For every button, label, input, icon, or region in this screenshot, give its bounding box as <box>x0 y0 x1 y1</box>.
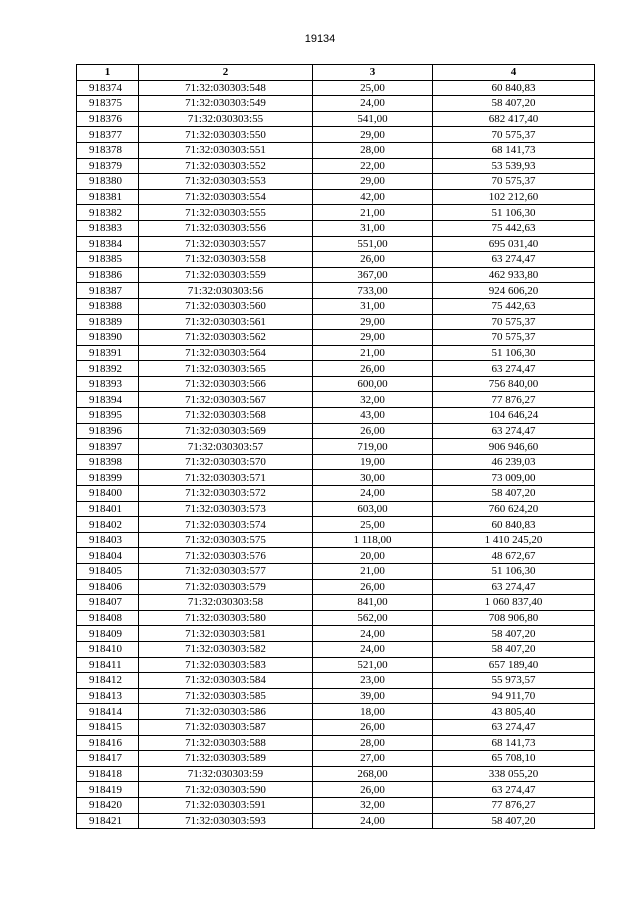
table-cell: 71:32:030303:554 <box>139 189 313 205</box>
table-cell: 43 805,40 <box>433 704 595 720</box>
table-cell: 918401 <box>77 501 139 517</box>
table-cell: 26,00 <box>313 579 433 595</box>
table-cell: 1 410 245,20 <box>433 532 595 548</box>
table-cell: 60 840,83 <box>433 80 595 96</box>
table-cell: 71:32:030303:568 <box>139 408 313 424</box>
table-cell: 71:32:030303:593 <box>139 813 313 829</box>
table-cell: 918398 <box>77 454 139 470</box>
table-cell: 71:32:030303:583 <box>139 657 313 673</box>
table-cell: 71:32:030303:59 <box>139 766 313 782</box>
table-cell: 43,00 <box>313 408 433 424</box>
table-cell: 551,00 <box>313 236 433 252</box>
table-row <box>77 486 595 502</box>
page-number: 19134 <box>304 33 336 45</box>
table-cell: 918400 <box>77 486 139 502</box>
table-cell: 918389 <box>77 314 139 330</box>
table-cell: 39,00 <box>313 688 433 704</box>
table-cell: 71:32:030303:580 <box>139 610 313 626</box>
table-cell: 71:32:030303:561 <box>139 314 313 330</box>
table-cell: 42,00 <box>313 189 433 205</box>
table-cell: 918406 <box>77 579 139 595</box>
table-cell: 22,00 <box>313 158 433 174</box>
table-cell: 268,00 <box>313 766 433 782</box>
table-cell: 104 646,24 <box>433 408 595 424</box>
table-cell: 338 055,20 <box>433 766 595 782</box>
table-cell: 918387 <box>77 283 139 299</box>
table-cell: 21,00 <box>313 205 433 221</box>
table-cell: 918388 <box>77 298 139 314</box>
table-cell: 25,00 <box>313 80 433 96</box>
table-row <box>77 142 595 158</box>
table-cell: 719,00 <box>313 439 433 455</box>
table-cell: 71:32:030303:560 <box>139 298 313 314</box>
table-row <box>77 657 595 673</box>
table-row <box>77 719 595 735</box>
table-cell: 562,00 <box>313 610 433 626</box>
table-cell: 918393 <box>77 376 139 392</box>
column-header: 4 <box>433 65 595 81</box>
table-cell: 918407 <box>77 595 139 611</box>
table-row <box>77 595 595 611</box>
table-cell: 71:32:030303:570 <box>139 454 313 470</box>
table-cell: 918392 <box>77 361 139 377</box>
table-cell: 1 118,00 <box>313 532 433 548</box>
table-cell: 71:32:030303:562 <box>139 330 313 346</box>
table-cell: 19,00 <box>313 454 433 470</box>
table-cell: 918419 <box>77 782 139 798</box>
table-cell: 71:32:030303:553 <box>139 174 313 190</box>
table-cell: 63 274,47 <box>433 579 595 595</box>
table-cell: 71:32:030303:584 <box>139 673 313 689</box>
table-row <box>77 532 595 548</box>
table-cell: 21,00 <box>313 564 433 580</box>
table-cell: 918412 <box>77 673 139 689</box>
table-cell: 68 141,73 <box>433 142 595 158</box>
table-cell: 733,00 <box>313 283 433 299</box>
table-cell: 918378 <box>77 142 139 158</box>
table-cell: 32,00 <box>313 392 433 408</box>
table-cell: 71:32:030303:577 <box>139 564 313 580</box>
table-row <box>77 111 595 127</box>
table-cell: 32,00 <box>313 797 433 813</box>
table-cell: 58 407,20 <box>433 96 595 112</box>
table-cell: 918394 <box>77 392 139 408</box>
table-cell: 58 407,20 <box>433 813 595 829</box>
table-row <box>77 782 595 798</box>
table-cell: 77 876,27 <box>433 797 595 813</box>
table-row <box>77 283 595 299</box>
table-cell: 695 031,40 <box>433 236 595 252</box>
table-cell: 71:32:030303:556 <box>139 220 313 236</box>
table-cell: 918374 <box>77 80 139 96</box>
table-row <box>77 641 595 657</box>
table-cell: 71:32:030303:573 <box>139 501 313 517</box>
table-row <box>77 96 595 112</box>
table-cell: 918409 <box>77 626 139 642</box>
table-cell: 31,00 <box>313 298 433 314</box>
table-cell: 46 239,03 <box>433 454 595 470</box>
table-row <box>77 345 595 361</box>
table-cell: 29,00 <box>313 330 433 346</box>
table-row <box>77 392 595 408</box>
table-row <box>77 127 595 143</box>
table-cell: 75 442,63 <box>433 298 595 314</box>
table-cell: 918410 <box>77 641 139 657</box>
table-row <box>77 158 595 174</box>
table-cell: 26,00 <box>313 782 433 798</box>
table-cell: 918391 <box>77 345 139 361</box>
table-cell: 71:32:030303:56 <box>139 283 313 299</box>
table-row <box>77 610 595 626</box>
table-cell: 71:32:030303:575 <box>139 532 313 548</box>
table-row <box>77 454 595 470</box>
table-cell: 71:32:030303:591 <box>139 797 313 813</box>
table-cell: 31,00 <box>313 220 433 236</box>
table-cell: 70 575,37 <box>433 174 595 190</box>
table-cell: 918377 <box>77 127 139 143</box>
table-cell: 58 407,20 <box>433 641 595 657</box>
table-cell: 26,00 <box>313 423 433 439</box>
table-row <box>77 766 595 782</box>
table-cell: 918420 <box>77 797 139 813</box>
table-cell: 71:32:030303:558 <box>139 252 313 268</box>
table-cell: 71:32:030303:57 <box>139 439 313 455</box>
table-cell: 760 624,20 <box>433 501 595 517</box>
table-cell: 71:32:030303:579 <box>139 579 313 595</box>
table-cell: 918379 <box>77 158 139 174</box>
table-cell: 918418 <box>77 766 139 782</box>
table-cell: 918404 <box>77 548 139 564</box>
table-cell: 918416 <box>77 735 139 751</box>
table-cell: 24,00 <box>313 486 433 502</box>
table-cell: 53 539,93 <box>433 158 595 174</box>
table-row <box>77 517 595 533</box>
table-cell: 94 911,70 <box>433 688 595 704</box>
table-cell: 918376 <box>77 111 139 127</box>
cadastral-table <box>76 64 595 829</box>
table-cell: 30,00 <box>313 470 433 486</box>
table-cell: 24,00 <box>313 626 433 642</box>
table-cell: 918397 <box>77 439 139 455</box>
table-row <box>77 220 595 236</box>
table-cell: 70 575,37 <box>433 314 595 330</box>
table-cell: 102 212,60 <box>433 189 595 205</box>
table-cell: 29,00 <box>313 174 433 190</box>
table-row <box>77 439 595 455</box>
table-cell: 71:32:030303:582 <box>139 641 313 657</box>
table-cell: 71:32:030303:552 <box>139 158 313 174</box>
table-cell: 26,00 <box>313 361 433 377</box>
table-row <box>77 330 595 346</box>
table-row <box>77 314 595 330</box>
table-row <box>77 361 595 377</box>
table-row <box>77 813 595 829</box>
table-cell: 918390 <box>77 330 139 346</box>
table-cell: 462 933,80 <box>433 267 595 283</box>
table-cell: 918382 <box>77 205 139 221</box>
table-cell: 367,00 <box>313 267 433 283</box>
table-cell: 63 274,47 <box>433 719 595 735</box>
table-cell: 708 906,80 <box>433 610 595 626</box>
table-cell: 918399 <box>77 470 139 486</box>
table-cell: 63 274,47 <box>433 361 595 377</box>
table-cell: 657 189,40 <box>433 657 595 673</box>
table-cell: 918396 <box>77 423 139 439</box>
table-cell: 918413 <box>77 688 139 704</box>
table-cell: 24,00 <box>313 641 433 657</box>
table-cell: 65 708,10 <box>433 751 595 767</box>
table-row <box>77 751 595 767</box>
table-cell: 29,00 <box>313 314 433 330</box>
table-cell: 71:32:030303:566 <box>139 376 313 392</box>
table-row <box>77 704 595 720</box>
table-cell: 918408 <box>77 610 139 626</box>
table-cell: 60 840,83 <box>433 517 595 533</box>
table-cell: 71:32:030303:585 <box>139 688 313 704</box>
table-row <box>77 673 595 689</box>
table-cell: 906 946,60 <box>433 439 595 455</box>
table-cell: 918403 <box>77 532 139 548</box>
table-cell: 71:32:030303:58 <box>139 595 313 611</box>
table-cell: 70 575,37 <box>433 127 595 143</box>
table-cell: 27,00 <box>313 751 433 767</box>
table-row <box>77 579 595 595</box>
table-row <box>77 688 595 704</box>
table-cell: 918386 <box>77 267 139 283</box>
table-cell: 918384 <box>77 236 139 252</box>
table-cell: 28,00 <box>313 142 433 158</box>
table-cell: 25,00 <box>313 517 433 533</box>
table-cell: 68 141,73 <box>433 735 595 751</box>
table-cell: 71:32:030303:576 <box>139 548 313 564</box>
table-header-row <box>77 65 595 81</box>
table-row <box>77 470 595 486</box>
table-cell: 918405 <box>77 564 139 580</box>
table-row <box>77 298 595 314</box>
table-cell: 58 407,20 <box>433 626 595 642</box>
table-cell: 71:32:030303:588 <box>139 735 313 751</box>
table-row <box>77 408 595 424</box>
column-header: 3 <box>313 65 433 81</box>
table-cell: 26,00 <box>313 252 433 268</box>
table-row <box>77 236 595 252</box>
table-cell: 841,00 <box>313 595 433 611</box>
table-cell: 71:32:030303:581 <box>139 626 313 642</box>
table-cell: 918383 <box>77 220 139 236</box>
table-row <box>77 423 595 439</box>
table-cell: 70 575,37 <box>433 330 595 346</box>
table-cell: 918375 <box>77 96 139 112</box>
table-row <box>77 80 595 96</box>
table-cell: 71:32:030303:565 <box>139 361 313 377</box>
table-row <box>77 174 595 190</box>
table-cell: 51 106,30 <box>433 345 595 361</box>
table-cell: 71:32:030303:555 <box>139 205 313 221</box>
table-cell: 18,00 <box>313 704 433 720</box>
table-cell: 756 840,00 <box>433 376 595 392</box>
table-row <box>77 252 595 268</box>
table-cell: 63 274,47 <box>433 782 595 798</box>
table-cell: 55 973,57 <box>433 673 595 689</box>
table-cell: 918421 <box>77 813 139 829</box>
table-cell: 73 009,00 <box>433 470 595 486</box>
table-cell: 918380 <box>77 174 139 190</box>
table-cell: 682 417,40 <box>433 111 595 127</box>
table-cell: 918414 <box>77 704 139 720</box>
table-cell: 600,00 <box>313 376 433 392</box>
table-row <box>77 797 595 813</box>
table-cell: 51 106,30 <box>433 205 595 221</box>
column-header: 1 <box>77 65 139 81</box>
table-row <box>77 501 595 517</box>
table-cell: 71:32:030303:589 <box>139 751 313 767</box>
table-cell: 1 060 837,40 <box>433 595 595 611</box>
table-row <box>77 735 595 751</box>
table-cell: 71:32:030303:557 <box>139 236 313 252</box>
table-cell: 918402 <box>77 517 139 533</box>
table-cell: 23,00 <box>313 673 433 689</box>
table-cell: 918395 <box>77 408 139 424</box>
table-body <box>77 80 595 829</box>
table-row <box>77 267 595 283</box>
table-cell: 924 606,20 <box>433 283 595 299</box>
table-cell: 918411 <box>77 657 139 673</box>
table-cell: 918385 <box>77 252 139 268</box>
table-cell: 51 106,30 <box>433 564 595 580</box>
table-cell: 521,00 <box>313 657 433 673</box>
table-cell: 918417 <box>77 751 139 767</box>
table-cell: 918415 <box>77 719 139 735</box>
table-cell: 603,00 <box>313 501 433 517</box>
table-cell: 63 274,47 <box>433 252 595 268</box>
table-cell: 26,00 <box>313 719 433 735</box>
table-row <box>77 626 595 642</box>
table-cell: 918381 <box>77 189 139 205</box>
table-cell: 71:32:030303:567 <box>139 392 313 408</box>
table-cell: 77 876,27 <box>433 392 595 408</box>
table-cell: 24,00 <box>313 813 433 829</box>
table-cell: 71:32:030303:564 <box>139 345 313 361</box>
table-cell: 71:32:030303:587 <box>139 719 313 735</box>
table-row <box>77 189 595 205</box>
column-header: 2 <box>139 65 313 81</box>
table-cell: 71:32:030303:574 <box>139 517 313 533</box>
table-cell: 71:32:030303:549 <box>139 96 313 112</box>
table-cell: 541,00 <box>313 111 433 127</box>
table-row <box>77 564 595 580</box>
table-cell: 71:32:030303:559 <box>139 267 313 283</box>
table-row <box>77 548 595 564</box>
table-cell: 48 672,67 <box>433 548 595 564</box>
table-cell: 71:32:030303:551 <box>139 142 313 158</box>
table-cell: 29,00 <box>313 127 433 143</box>
table-cell: 71:32:030303:55 <box>139 111 313 127</box>
table-cell: 24,00 <box>313 96 433 112</box>
table-cell: 71:32:030303:548 <box>139 80 313 96</box>
table-cell: 58 407,20 <box>433 486 595 502</box>
table-cell: 75 442,63 <box>433 220 595 236</box>
table-cell: 71:32:030303:569 <box>139 423 313 439</box>
table-row <box>77 376 595 392</box>
table-cell: 21,00 <box>313 345 433 361</box>
table-cell: 63 274,47 <box>433 423 595 439</box>
table-cell: 71:32:030303:590 <box>139 782 313 798</box>
table-cell: 20,00 <box>313 548 433 564</box>
table-row <box>77 205 595 221</box>
table-cell: 71:32:030303:571 <box>139 470 313 486</box>
table-cell: 28,00 <box>313 735 433 751</box>
table-cell: 71:32:030303:586 <box>139 704 313 720</box>
table-cell: 71:32:030303:572 <box>139 486 313 502</box>
table-cell: 71:32:030303:550 <box>139 127 313 143</box>
